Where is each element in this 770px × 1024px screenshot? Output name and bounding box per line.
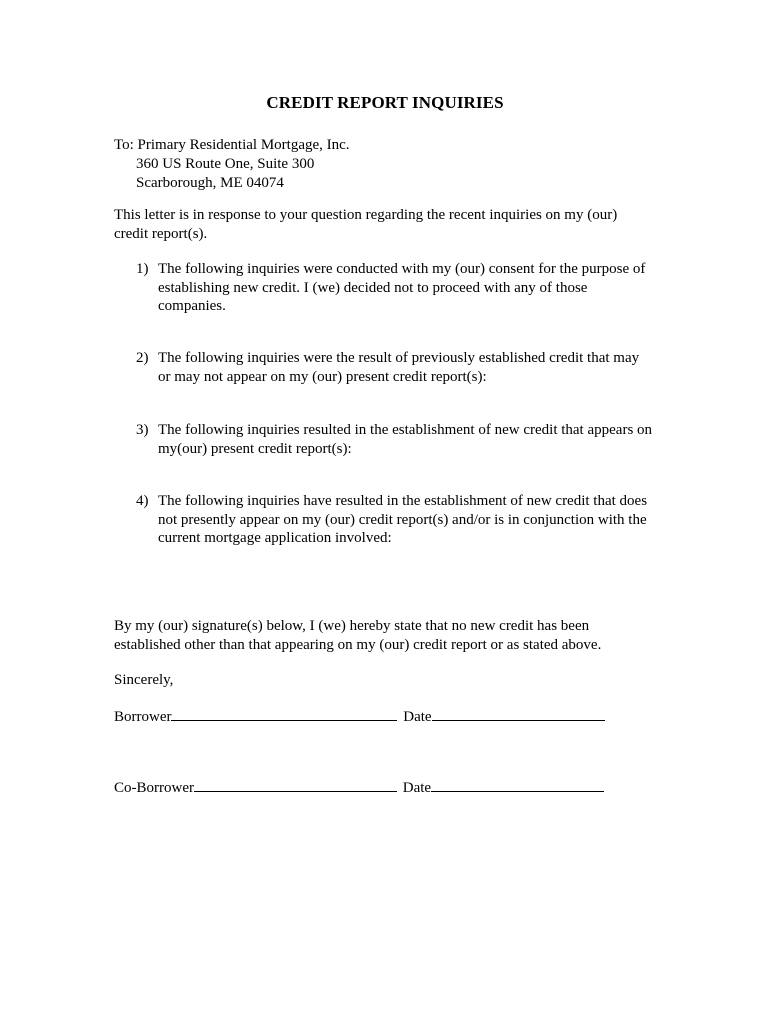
item-number: 3) bbox=[136, 422, 149, 438]
item-text bbox=[158, 349, 673, 386]
recipient-line-3: Scarborough, ME 04074 bbox=[136, 175, 284, 191]
item-line: The following inquiries resulted in the establishment of new credit that appears on bbox=[158, 422, 653, 438]
coborrower-label: Co-Borrower bbox=[114, 780, 194, 796]
intro-line-1: This letter is in response to your question regarding the recent inquiries on my (our) bbox=[114, 207, 618, 223]
item-number: 4) bbox=[136, 493, 149, 509]
borrower-signature-line[interactable] bbox=[171, 706, 397, 721]
intro-paragraph bbox=[114, 206, 674, 244]
item-line: not presently appear on my (our) credit report(s) and/or is in conjunction with the bbox=[158, 511, 647, 528]
item-text bbox=[158, 492, 673, 548]
recipient-line-1: To: Primary Residential Mortgage, Inc. bbox=[114, 137, 350, 153]
page-title: CREDIT REPORT INQUIRIES bbox=[266, 93, 504, 112]
item-line: The following inquiries have resulted in the establishment of new credit that does bbox=[158, 493, 648, 509]
coborrower-signature-line[interactable] bbox=[194, 777, 397, 792]
statement-paragraph bbox=[114, 617, 674, 655]
statement-line-2: established other than that appearing on my (our) credit report or as stated above. bbox=[114, 637, 602, 653]
item-number: 2) bbox=[136, 350, 149, 366]
borrower-date-line[interactable] bbox=[432, 706, 605, 721]
coborrower-date-line[interactable] bbox=[431, 777, 604, 792]
item-text bbox=[158, 260, 673, 316]
coborrower-signature-row bbox=[114, 777, 604, 798]
item-line: companies. bbox=[158, 298, 226, 314]
item-line: current mortgage application involved: bbox=[158, 530, 392, 546]
recipient-line-2: 360 US Route One, Suite 300 bbox=[136, 156, 315, 172]
borrower-signature-row bbox=[114, 706, 605, 727]
recipient-address bbox=[114, 136, 350, 193]
borrower-date-label: Date bbox=[403, 709, 432, 725]
item-line: establishing new credit. I (we) decided not to proceed with any of those bbox=[158, 279, 588, 296]
closing: Sincerely, bbox=[114, 672, 174, 688]
item-text bbox=[158, 421, 673, 458]
item-number: 1) bbox=[136, 261, 149, 277]
borrower-label: Borrower bbox=[114, 709, 172, 725]
item-line: The following inquiries were the result of previously established credit that may bbox=[158, 350, 640, 366]
intro-line-2: credit report(s). bbox=[114, 226, 208, 242]
statement-line-1: By my (our) signature(s) below, I (we) hereby state that no new credit has been bbox=[114, 618, 590, 634]
item-line: my(our) present credit report(s): bbox=[158, 440, 352, 457]
coborrower-date-label: Date bbox=[402, 780, 432, 796]
item-line: The following inquiries were conducted with my (our) consent for the purpose of bbox=[158, 261, 646, 277]
item-line: or may not appear on my (our) present credit report(s): bbox=[158, 368, 487, 385]
